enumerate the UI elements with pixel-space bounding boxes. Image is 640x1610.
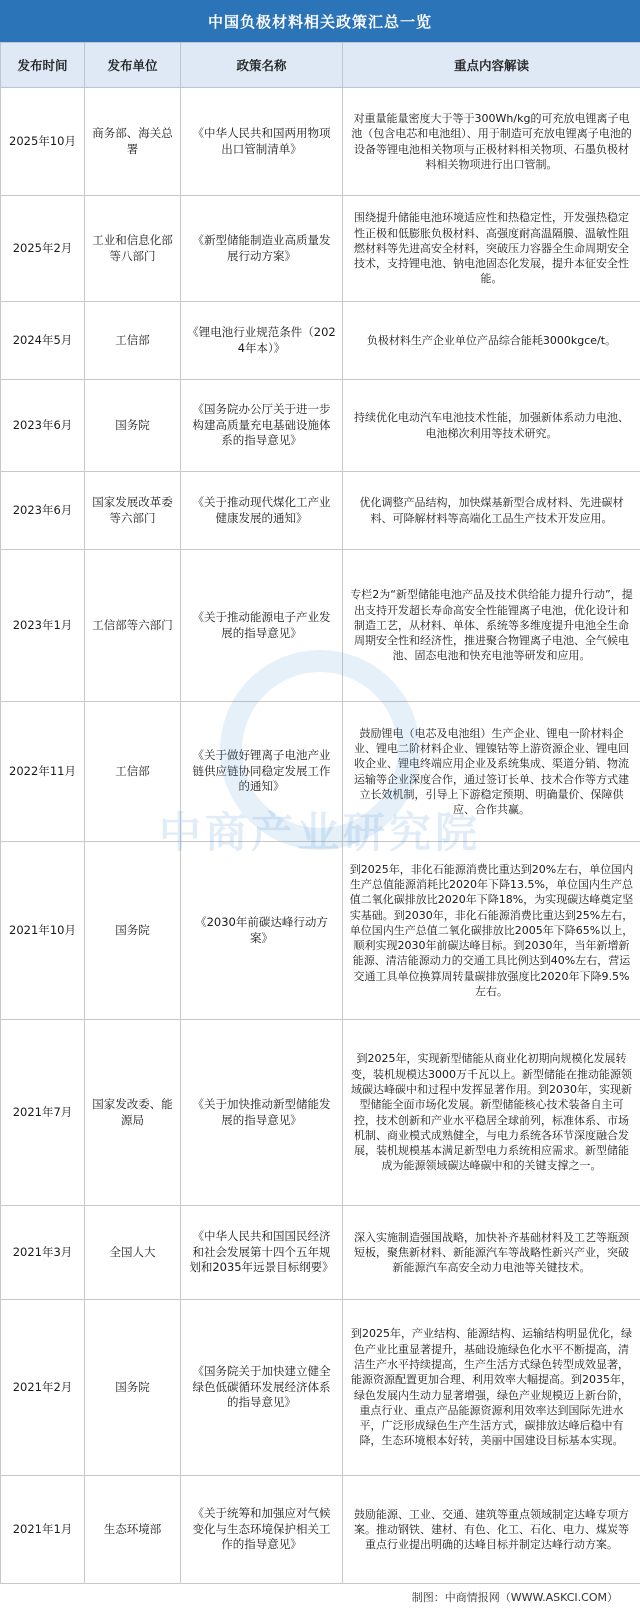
cell-unit: 工业和信息化部等八部门 bbox=[85, 196, 181, 302]
cell-unit: 全国人大 bbox=[85, 1206, 181, 1300]
cell-unit: 工信部 bbox=[85, 302, 181, 380]
source-credit: 制图：中商情报网（WWW.ASKCI.COM） bbox=[0, 1584, 640, 1610]
cell-policy-name: 《关于做好锂离子电池产业链供应链协同稳定发展工作的通知》 bbox=[181, 702, 343, 842]
cell-policy-name: 《中华人民共和国国民经济和社会发展第十四个五年规划和2035年远景目标纲要》 bbox=[181, 1206, 343, 1300]
table-row bbox=[1, 302, 640, 380]
cell-policy-name: 《关于统筹和加强应对气候变化与生态环境保护相关工作的指导意见》 bbox=[181, 1476, 343, 1584]
cell-unit: 生态环境部 bbox=[85, 1476, 181, 1584]
cell-unit: 工信部 bbox=[85, 702, 181, 842]
cell-unit: 工信部等六部门 bbox=[85, 550, 181, 702]
table-row bbox=[1, 1300, 640, 1476]
header-date: 发布时间 bbox=[1, 43, 85, 88]
table-row bbox=[1, 1476, 640, 1584]
cell-date: 2021年1月 bbox=[1, 1476, 85, 1584]
cell-content: 深入实施制造强国战略，加快补齐基础材料及工艺等瓶颈短板，聚焦新材料、新能源汽车等战略性新兴产业，突破新能源汽车高安全动力电池等关键技术。 bbox=[343, 1206, 640, 1300]
table-row bbox=[1, 1020, 640, 1206]
header-content: 重点内容解读 bbox=[343, 43, 640, 88]
cell-content: 负极材料生产企业单位产品综合能耗3000kgce/t。 bbox=[343, 302, 640, 380]
table-row bbox=[1, 842, 640, 1020]
table-header-row bbox=[1, 43, 640, 88]
cell-date: 2021年10月 bbox=[1, 842, 85, 1020]
cell-content: 到2025年，实现新型储能从商业化初期向规模化发展转变，装机规模达3000万千瓦以上。新型储能在推动能源领域碳达峰碳中和过程中发挥显著作用。到2030年，实现新型储能全面市场化发展。新型储能核心技术装备自主可控，技术创新和产业水平稳居全球前列，标准体系、市场机制、商业模式成熟健全，与电力系统各环节深度融合发展，装机规模基本满足新型电力系统相应需求。新型储能成为能源领域碳达峰碳中和的关键支撑之一。 bbox=[343, 1020, 640, 1206]
cell-content: 专栏2为“新型储能电池产品及技术供给能力提升行动”，提出支持开发超长寿命高安全性能锂离子电池，优化设计和制造工艺，从材料、单体、系统等多维度提升电池全生命周期安全性和经济性，推进聚合物锂离子电池、全气候电池、固态电池和快充电池等研发和应用。 bbox=[343, 550, 640, 702]
cell-content: 优化调整产品结构，加快煤基新型合成材料、先进碳材料、可降解材料等高端化工品生产技术开发应用。 bbox=[343, 472, 640, 550]
cell-date: 2025年10月 bbox=[1, 88, 85, 196]
cell-date: 2024年5月 bbox=[1, 302, 85, 380]
table-row bbox=[1, 88, 640, 196]
cell-policy-name: 《锂电池行业规范条件（2024年本）》 bbox=[181, 302, 343, 380]
page-title: 中国负极材料相关政策汇总一览 bbox=[0, 0, 640, 42]
table-row bbox=[1, 196, 640, 302]
header-unit: 发布单位 bbox=[85, 43, 181, 88]
watermark-text: 中商产业研究院 bbox=[150, 800, 490, 860]
cell-policy-name: 《2030年前碳达峰行动方案》 bbox=[181, 842, 343, 1020]
table-row bbox=[1, 702, 640, 842]
cell-policy-name: 《国务院关于加快建立健全绿色低碳循环发展经济体系的指导意见》 bbox=[181, 1300, 343, 1476]
cell-date: 2022年11月 bbox=[1, 702, 85, 842]
cell-date: 2023年6月 bbox=[1, 380, 85, 472]
cell-content: 鼓励锂电（电芯及电池组）生产企业、锂电一阶材料企业、锂电二阶材料企业、锂镍钴等上游资源企业、锂电回收企业、锂电终端应用企业及系统集成、渠道分销、物流运输等企业深度合作，通过签订长单、技术合作等方式建立长效机制，引导上下游稳定预期、明确量价、保障供应、合作共赢。 bbox=[343, 702, 640, 842]
cell-content: 对重量能量密度大于等于300Wh/kg的可充放电锂离子电池（包含电芯和电池组）、用于制造可充放电锂离子电池的设备等锂电池相关物项与正极材料相关物项、石墨负极材料相关物项进行出口管制。 bbox=[343, 88, 640, 196]
cell-content: 持续优化电动汽车电池技术性能，加强新体系动力电池、电池梯次利用等技术研究。 bbox=[343, 380, 640, 472]
cell-policy-name: 《中华人民共和国两用物项出口管制清单》 bbox=[181, 88, 343, 196]
cell-policy-name: 《新型储能制造业高质量发展行动方案》 bbox=[181, 196, 343, 302]
cell-unit: 国务院 bbox=[85, 842, 181, 1020]
cell-unit: 商务部、海关总署 bbox=[85, 88, 181, 196]
cell-unit: 国务院 bbox=[85, 380, 181, 472]
cell-unit: 国务院 bbox=[85, 1300, 181, 1476]
policy-table bbox=[0, 42, 640, 1584]
cell-content: 到2025年，非化石能源消费比重达到20%左右，单位国内生产总值能源消耗比2020年下降13.5%，单位国内生产总值二氧化碳排放比2020年下降18%，为实现碳达峰奠定坚实基础。到2030年，非化石能源消费比重达到25%左右，单位国内生产总值二氧化碳排放比2005年下降65%以上，顺利实现2030年前碳达峰目标。到2030年，当年新增新能源、清洁能源动力的交通工具比例达到40%左右，营运交通工具单位换算周转量碳排放强度比2020年下降9.5%左右。 bbox=[343, 842, 640, 1020]
cell-content: 到2025年，产业结构、能源结构、运输结构明显优化，绿色产业比重显著提升，基础设施绿色化水平不断提高，清洁生产水平持续提高，生产生活方式绿色转型成效显著，能源资源配置更加合理、利用效率大幅提高。到2035年，绿色发展内生动力显著增强，绿色产业规模迈上新台阶，重点行业、重点产品能源资源利用效率达到国际先进水平，广泛形成绿色生产生活方式，碳排放达峰后稳中有降，生态环境根本好转，美丽中国建设目标基本实现。 bbox=[343, 1300, 640, 1476]
table-row bbox=[1, 380, 640, 472]
cell-date: 2021年2月 bbox=[1, 1300, 85, 1476]
header-name: 政策名称 bbox=[181, 43, 343, 88]
table-row bbox=[1, 1206, 640, 1300]
cell-date: 2023年1月 bbox=[1, 550, 85, 702]
table-row bbox=[1, 472, 640, 550]
cell-content: 鼓励能源、工业、交通、建筑等重点领域制定达峰专项方案。推动钢铁、建材、有色、化工、石化、电力、煤炭等重点行业提出明确的达峰目标并制定达峰行动方案。 bbox=[343, 1476, 640, 1584]
cell-date: 2021年7月 bbox=[1, 1020, 85, 1206]
cell-policy-name: 《国务院办公厅关于进一步构建高质量充电基础设施体系的指导意见》 bbox=[181, 380, 343, 472]
cell-date: 2025年2月 bbox=[1, 196, 85, 302]
cell-policy-name: 《关于加快推动新型储能发展的指导意见》 bbox=[181, 1020, 343, 1206]
table-body bbox=[1, 88, 640, 1584]
cell-date: 2023年6月 bbox=[1, 472, 85, 550]
cell-date: 2021年3月 bbox=[1, 1206, 85, 1300]
cell-policy-name: 《关于推动现代煤化工产业健康发展的通知》 bbox=[181, 472, 343, 550]
cell-unit: 国家发改委、能源局 bbox=[85, 1020, 181, 1206]
table-row bbox=[1, 550, 640, 702]
cell-content: 围绕提升储能电池环境适应性和热稳定性，开发强热稳定性正极和低膨胀负极材料、高强度耐高温隔膜、温敏性阻燃材料等先进高安全材料，突破压力容器全生命周期安全技术，支持锂电池、钠电池固态化发展，提升本征安全性能。 bbox=[343, 196, 640, 302]
cell-policy-name: 《关于推动能源电子产业发展的指导意见》 bbox=[181, 550, 343, 702]
cell-unit: 国家发展改革委等六部门 bbox=[85, 472, 181, 550]
